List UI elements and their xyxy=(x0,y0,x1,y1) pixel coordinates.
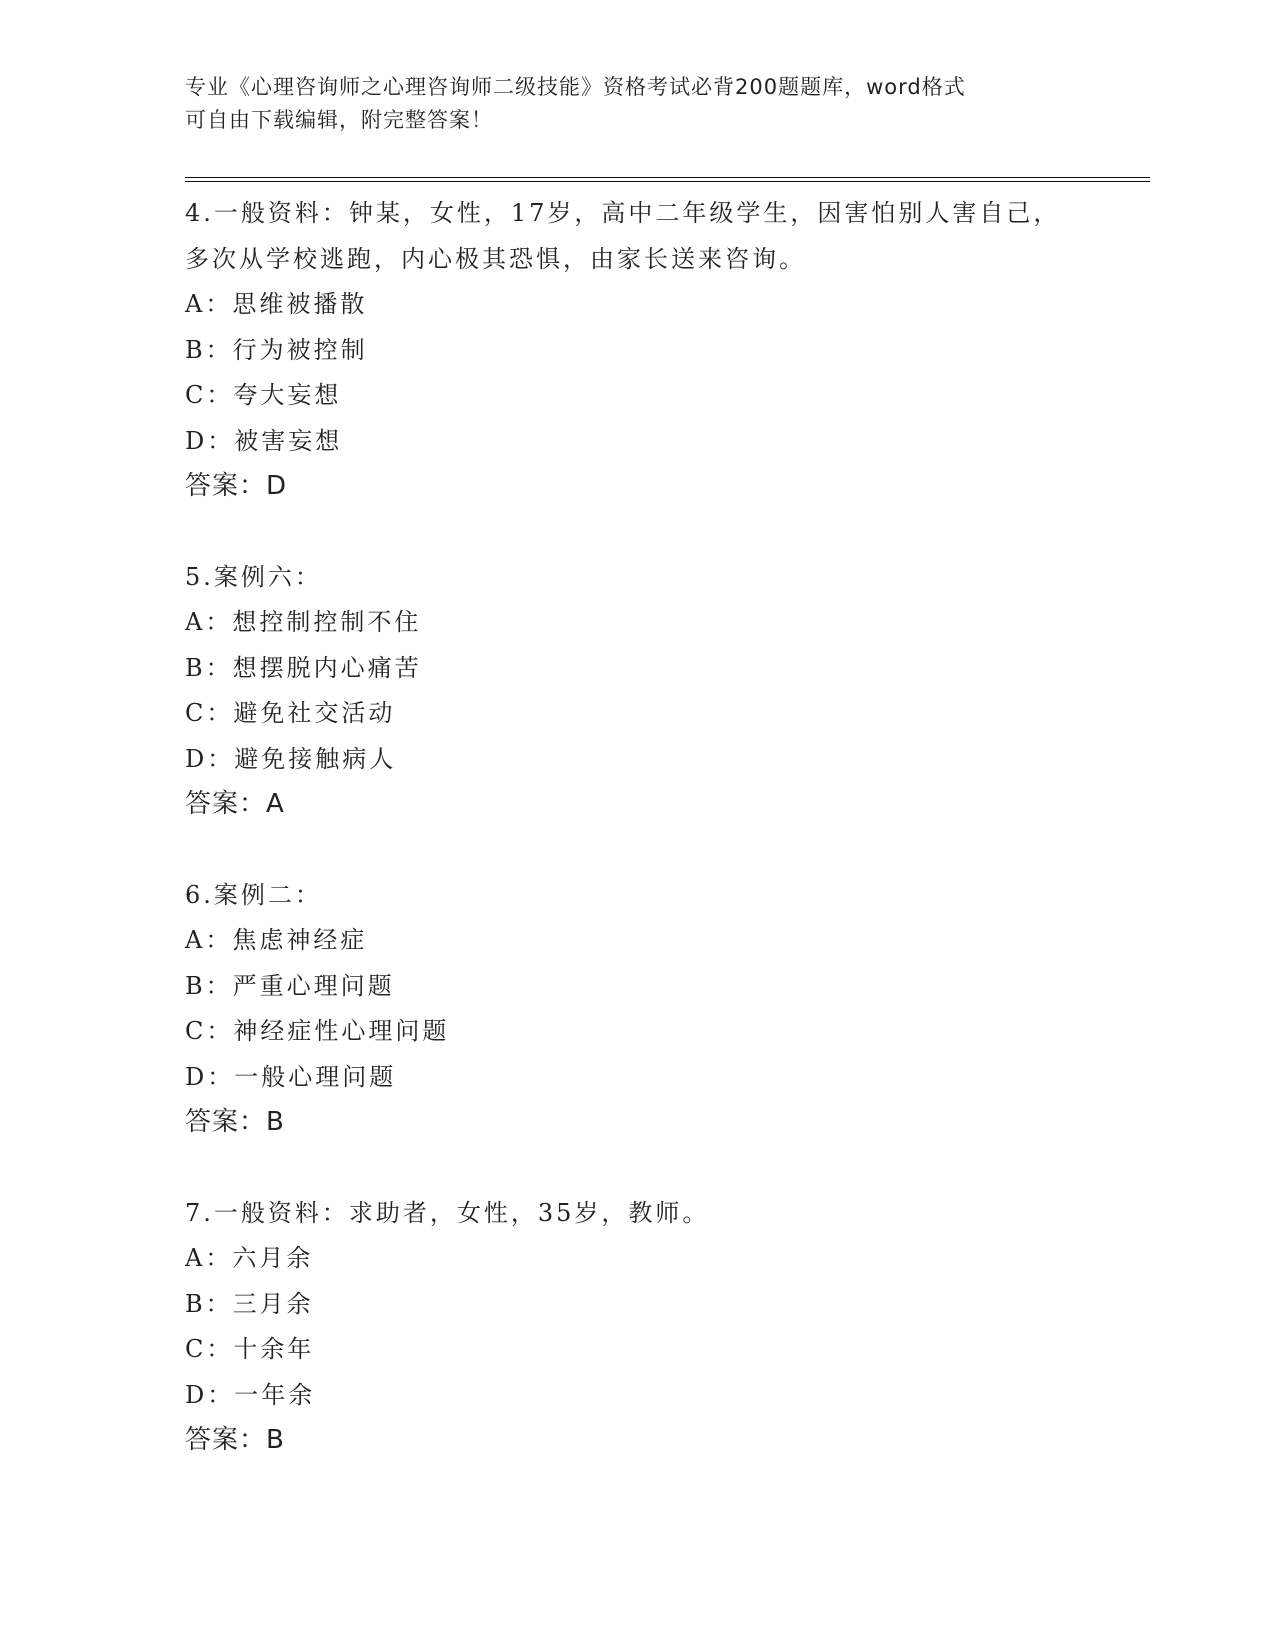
question-item xyxy=(185,191,1065,510)
question-list xyxy=(185,191,1065,1509)
option-d: D：避免接触病人 xyxy=(185,744,397,773)
option-a: A：想控制控制不住 xyxy=(185,608,422,636)
answer-line: 答案：B xyxy=(185,1107,285,1137)
question-item xyxy=(185,1191,1065,1464)
option-c: C：夸大妄想 xyxy=(185,381,342,409)
question-stem: 6.案例二： xyxy=(185,880,322,909)
question-stem: 7.一般资料：求助者，女性，35岁，教师。 xyxy=(185,1198,710,1227)
option-a: A：思维被播散 xyxy=(185,290,368,318)
option-b: B：三月余 xyxy=(185,1289,314,1318)
option-c: C：避免社交活动 xyxy=(185,699,396,727)
answer-line: 答案：B xyxy=(185,1425,285,1455)
option-c: C：十余年 xyxy=(185,1335,315,1363)
answer-line: 答案：D xyxy=(185,471,288,501)
header-intro-line-2: 可自由下载编辑，附完整答案！ xyxy=(185,108,493,132)
option-a: A：焦虑神经症 xyxy=(185,926,368,954)
question-item xyxy=(185,555,1065,828)
question-stem: 4.一般资料：钟某，女性，17岁，高中二年级学生，因害怕别人害自己，多次从学校逃跑，内心极其恐惧，由家长送来咨询。 xyxy=(185,199,1061,273)
option-b: B：想摆脱内心痛苦 xyxy=(185,653,422,682)
option-a: A：六月余 xyxy=(185,1244,314,1272)
answer-line: 答案：A xyxy=(185,789,285,819)
option-b: B：行为被控制 xyxy=(185,335,368,364)
document-header xyxy=(185,71,1065,137)
header-double-rule xyxy=(185,177,1150,182)
option-b: B：严重心理问题 xyxy=(185,971,395,1000)
header-intro-line-1: 专业《心理咨询师之心理咨询师二级技能》资格考试必背200题题库，word格式 xyxy=(185,75,966,99)
option-d: D：一般心理问题 xyxy=(185,1062,397,1091)
option-c: C：神经症性心理问题 xyxy=(185,1017,450,1045)
question-stem: 5.案例六： xyxy=(185,562,322,591)
option-d: D：一年余 xyxy=(185,1380,316,1409)
option-d: D：被害妄想 xyxy=(185,426,343,455)
question-item xyxy=(185,873,1065,1146)
